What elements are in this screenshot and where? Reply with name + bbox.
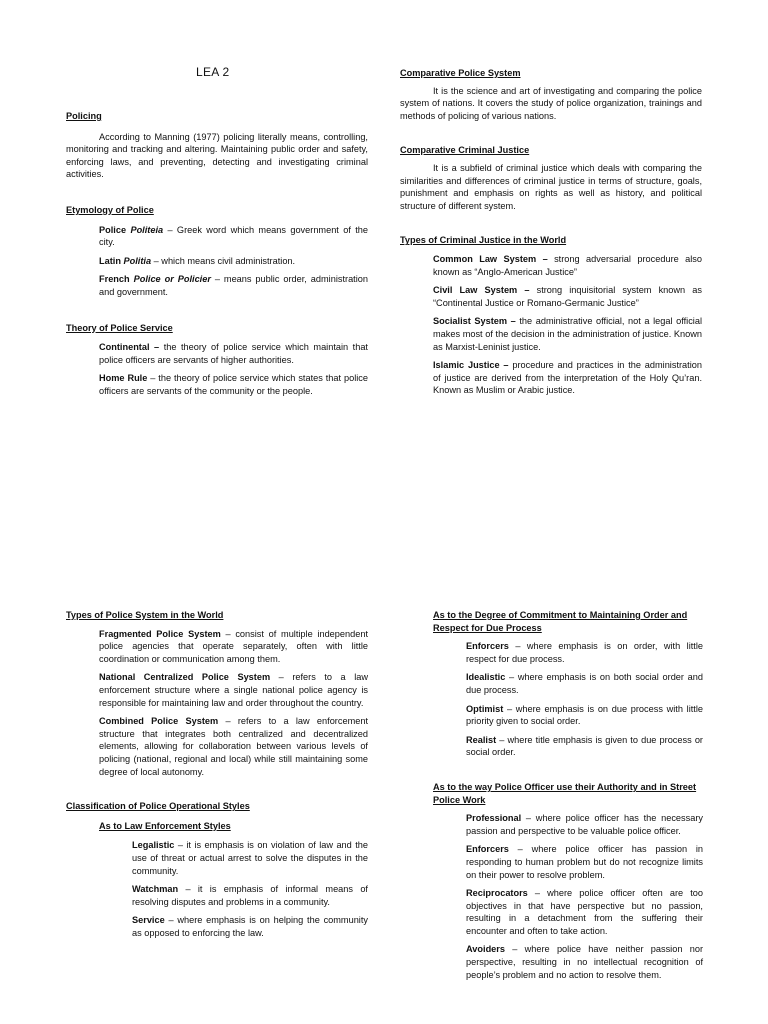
- degree-list: [466, 640, 703, 759]
- comparative-justice-text: It is a subfield of criminal justice which deals with comparing the similarities and differences of criminal justice in terms of structure, goals, punishment and emphasis on rights as well as history, and political structure of different system.: [400, 162, 702, 211]
- style-item: Legalistic – it is emphasis is on violation of law and the use of threat or actual arrest to solve the disputes in the community.: [132, 840, 368, 876]
- types-police-list: [99, 628, 368, 779]
- theory-item: Continental – the theory of police service which maintain that police officers are servants of higher authorities.: [99, 342, 368, 365]
- degree-item: Optimist – where emphasis is on due process with little priority given to social order.: [466, 703, 703, 727]
- authority-item: Professional – where police officer has the necessary passion and perspective to be valuable police officer.: [466, 813, 703, 836]
- right-column-bottom: [433, 609, 703, 981]
- degree-heading: As to the Degree of Commitment to Maintaining Order and Respect for Due Process: [433, 610, 688, 633]
- justice-type-item: Socialist System – the administrative official, not a legal official makes most of the decision in the administration of justice. Known as Marxist-Leninist justice.: [433, 316, 702, 352]
- policing-text: According to Manning (1977) policing literally means, controlling, monitoring and tracking and altering. Maintaining public order and safety, enforcing laws, and preventing, detecting and investigating criminal activities.: [66, 131, 368, 180]
- authority-item: Enforcers – where police officer has passion in responding to human problem but do not recognize limits on their power to resolve problem.: [466, 844, 703, 880]
- justice-type-item: Islamic Justice – procedure and practices in the administration of justice are derived from the interpretation of the Holy Qu’ran. Known as Muslim or Arabic justice.: [433, 360, 702, 396]
- authority-list: [466, 812, 703, 981]
- etymology-item: Police Politeia – Greek word which means government of the city.: [99, 224, 368, 248]
- types-police-heading: Types of Police System in the World: [66, 610, 224, 620]
- authority-item: Reciprocators – where police officer often are too objectives in that have perspective but no passion, resulting in a detachment from the suffering their encounter and often to take action.: [466, 888, 703, 936]
- document-title: LEA 2: [196, 65, 230, 79]
- degree-item: Idealistic – where emphasis is on both social order and due process.: [466, 672, 703, 695]
- comparative-police-text: It is the science and art of investigating and comparing the police system of nations. It covers the study of police organization, trainings and methods of policing of various nations.: [400, 85, 702, 121]
- classification-heading: Classification of Police Operational Styles: [66, 801, 250, 812]
- authority-heading: As to the way Police Officer use their Authority and in Street Police Work: [433, 781, 697, 805]
- etymology-list: [99, 224, 368, 299]
- bottom-page: [0, 512, 768, 1024]
- policing-heading: Policing: [66, 111, 102, 121]
- types-justice-heading: Types of Criminal Justice in the World: [400, 235, 567, 246]
- degree-item: Enforcers – where emphasis is on order, with little respect for due process.: [466, 641, 703, 664]
- police-type-item: Combined Police System – refers to a law enforcement structure that integrates both centralized and decentralized elements, allowing for collaboration between various levels of policing (national, regional and local) while still maintaining some degree of local autonomy.: [99, 716, 368, 777]
- law-enforcement-styles-subheading: As to Law Enforcement Styles: [99, 820, 231, 831]
- etymology-item: French Police or Policier – means public order, administration and government.: [99, 274, 368, 297]
- theory-list: [99, 341, 368, 397]
- style-item: Service – where emphasis is on helping the community as opposed to enforcing the law.: [132, 915, 368, 938]
- law-enforcement-styles-list: [132, 839, 368, 939]
- style-item: Watchman – it is emphasis of informal means of resolving disputes and problems in a community.: [132, 884, 368, 907]
- comparative-police-heading: Comparative Police System: [400, 68, 521, 78]
- types-justice-list: [433, 253, 702, 397]
- left-column-top: [66, 110, 368, 398]
- authority-item: Avoiders – where police have neither passion nor perspective, resulting in no intellectual recognition of people’s problem and no action to resolve them.: [466, 944, 703, 980]
- comparative-justice-heading: Comparative Criminal Justice: [400, 145, 530, 156]
- left-column-bottom: [66, 609, 368, 939]
- right-column-top: [400, 67, 702, 397]
- etymology-item: Latin Politia – which means civil administration.: [99, 255, 296, 266]
- justice-type-item: Common Law System – strong adversarial procedure also known as “Anglo-American Justice”: [433, 253, 702, 277]
- degree-item: Realist – where title emphasis is given to due process or social order.: [466, 734, 703, 758]
- theory-heading: Theory of Police Service: [66, 322, 173, 333]
- police-type-item: Fragmented Police System – consist of multiple independent police agencies that operate separately, often with little coordination or communication among them.: [99, 628, 368, 664]
- justice-type-item: Civil Law System – strong inquisitorial system known as “Continental Justice or Romano-Germanic Justice”: [433, 285, 702, 308]
- police-type-item: National Centralized Police System – refers to a law enforcement structure where a single national police agency is responsible for maintaining law and order throughout the country.: [99, 672, 368, 708]
- theory-item: Home Rule – the theory of police service which states that police officers are servants of the community or the people.: [99, 373, 368, 396]
- etymology-heading: Etymology of Police: [66, 204, 154, 215]
